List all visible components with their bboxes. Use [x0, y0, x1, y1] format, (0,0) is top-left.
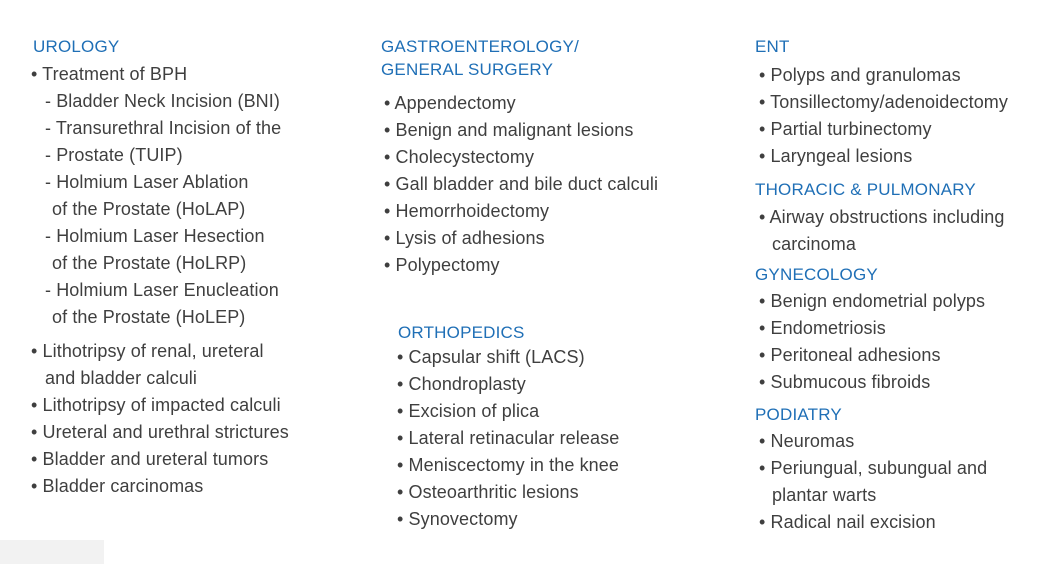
podiatry-item: plantar warts [772, 485, 877, 505]
urology-item: - Holmium Laser Enucleation [45, 280, 279, 300]
gyn-item: • Endometriosis [759, 318, 886, 338]
thoracic-item: • Airway obstructions including [759, 207, 1005, 227]
urology-item: - Holmium Laser Hesection [45, 226, 265, 246]
gastro-heading-line2: GENERAL SURGERY [381, 60, 554, 79]
gyn-item: • Benign endometrial polyps [759, 291, 986, 311]
ortho-item: • Osteoarthritic lesions [397, 482, 579, 502]
urology-item: - Transurethral Incision of the [45, 118, 282, 138]
ent-item: • Partial turbinectomy [759, 119, 932, 139]
ortho-item: • Excision of plica [397, 401, 540, 421]
podiatry-item: • Neuromas [759, 431, 855, 451]
urology-heading: UROLOGY [33, 37, 120, 56]
podiatry-item: • Periungual, subungual and [759, 458, 988, 478]
urology-item: of the Prostate (HoLAP) [52, 199, 246, 219]
ortho-item: • Synovectomy [397, 509, 518, 529]
ent-heading: ENT [755, 37, 790, 56]
ortho-heading: ORTHOPEDICS [398, 323, 525, 342]
gastro-heading-line1: GASTROENTEROLOGY/ [381, 37, 579, 56]
ortho-item: • Meniscectomy in the knee [397, 455, 620, 475]
podiatry-item: • Radical nail excision [759, 512, 936, 532]
urology-item: • Lithotripsy of renal, ureteral [31, 341, 264, 361]
urology-item: • Ureteral and urethral strictures [31, 422, 289, 442]
ent-item: • Laryngeal lesions [759, 146, 913, 166]
urology-item: • Treatment of BPH [31, 64, 188, 84]
gastro-item: • Polypectomy [384, 255, 500, 275]
ent-item: • Tonsillectomy/adenoidectomy [759, 92, 1008, 112]
urology-item: • Bladder carcinomas [31, 476, 204, 496]
gyn-item: • Peritoneal adhesions [759, 345, 941, 365]
urology-item: • Bladder and ureteral tumors [31, 449, 269, 469]
gastro-item: • Hemorrhoidectomy [384, 201, 550, 221]
thoracic-heading: THORACIC & PULMONARY [755, 180, 976, 199]
podiatry-heading: PODIATRY [755, 405, 842, 424]
ortho-item: • Lateral retinacular release [397, 428, 620, 448]
ent-item: • Polyps and granulomas [759, 65, 961, 85]
gastro-item: • Gall bladder and bile duct calculi [384, 174, 659, 194]
urology-item: - Holmium Laser Ablation [45, 172, 249, 192]
gyn-heading: GYNECOLOGY [755, 265, 878, 284]
urology-item: of the Prostate (HoLEP) [52, 307, 246, 327]
ortho-item: • Capsular shift (LACS) [397, 347, 585, 367]
urology-item: • Lithotripsy of impacted calculi [31, 395, 281, 415]
gastro-item: • Benign and malignant lesions [384, 120, 634, 140]
ortho-item: • Chondroplasty [397, 374, 526, 394]
urology-item: and bladder calculi [45, 368, 197, 388]
urology-item: of the Prostate (HoLRP) [52, 253, 247, 273]
gyn-item: • Submucous fibroids [759, 372, 931, 392]
urology-item: - Prostate (TUIP) [45, 145, 183, 165]
footer-block [0, 540, 104, 564]
gastro-item: • Appendectomy [384, 93, 516, 113]
gastro-item: • Cholecystectomy [384, 147, 535, 167]
thoracic-item: carcinoma [772, 234, 856, 254]
urology-item: - Bladder Neck Incision (BNI) [45, 91, 280, 111]
gastro-item: • Lysis of adhesions [384, 228, 545, 248]
